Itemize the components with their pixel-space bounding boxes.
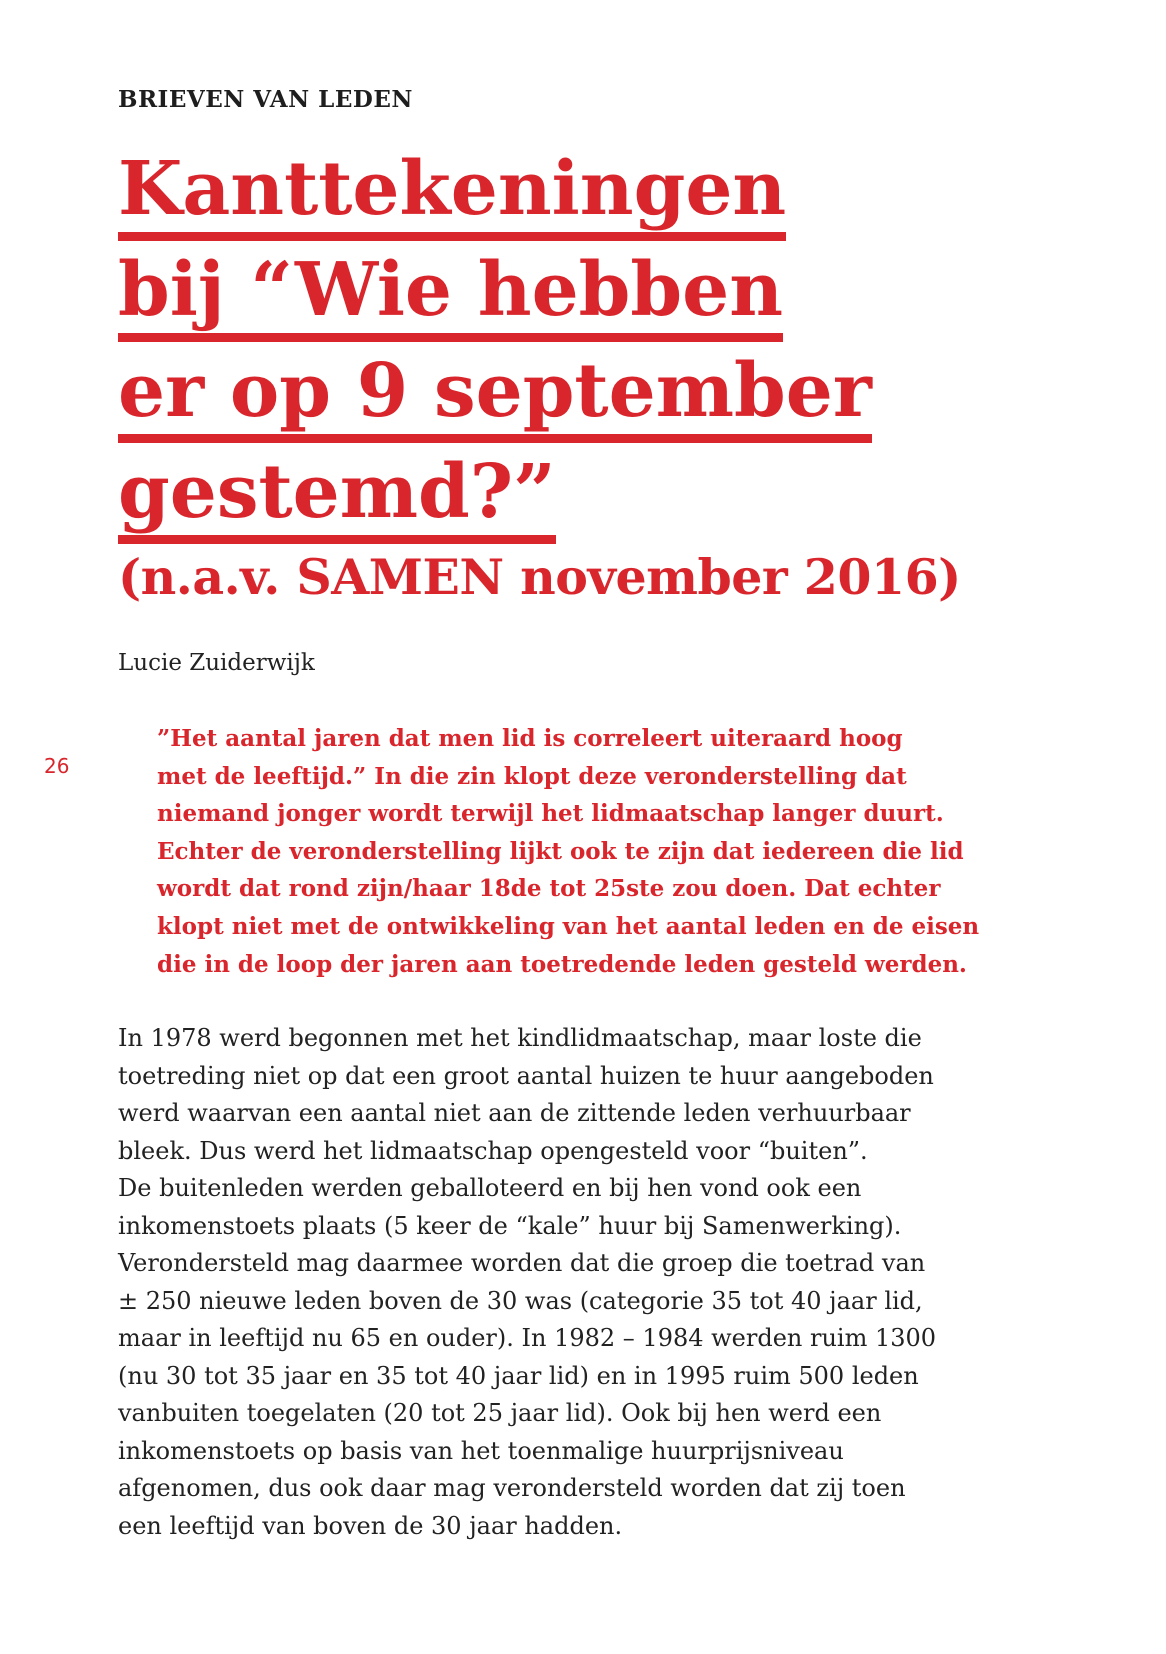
page-number: 26 <box>44 754 70 778</box>
body-line: inkomenstoets op basis van het toenmalige huurprijsniveau <box>118 1436 844 1465</box>
body-line: toetreding niet op dat een groot aantal huizen te huur aangeboden <box>118 1061 934 1090</box>
body-line: De buitenleden werden geballoteerd en bij hen vond ook een <box>118 1174 862 1202</box>
intro-line: Echter de veronderstelling lijkt ook te zijn dat iedereen die lid <box>157 837 964 865</box>
intro-line: met de leeftijd.” In die zin klopt deze veronderstelling dat <box>157 762 907 790</box>
body-line: (nu 30 tot 35 jaar en 35 tot 40 jaar lid) en in 1995 ruim 500 leden <box>118 1361 919 1390</box>
intro-line: klopt niet met de ontwikkeling van het aantal leden en de eisen <box>157 912 980 940</box>
body-paragraph <box>118 1020 1018 1545</box>
title-line: bij “Wie hebben <box>118 249 783 342</box>
article-subtitle: (n.a.v. SAMEN november 2016) <box>118 548 961 606</box>
body-line: een leeftijd van boven de 30 jaar hadden. <box>118 1511 623 1540</box>
body-line: afgenomen, dus ook daar mag verondersteld worden dat zij toen <box>118 1474 906 1502</box>
title-line: gestemd?” <box>118 451 556 544</box>
body-line: In 1978 werd begonnen met het kindlidmaatschap, maar loste die <box>118 1024 922 1052</box>
intro-line: die in de loop der jaren aan toetredende leden gesteld werden. <box>157 950 967 978</box>
intro-paragraph <box>157 720 1017 983</box>
intro-line: ”Het aantal jaren dat men lid is correleert uiteraard hoog <box>157 725 903 752</box>
body-line: Verondersteld mag daarmee worden dat die groep die toetrad van <box>118 1249 926 1277</box>
body-line: maar in leeftijd nu 65 en ouder). In 1982 – 1984 werden ruim 1300 <box>118 1324 937 1352</box>
body-line: bleek. Dus werd het lidmaatschap opengesteld voor “buiten”. <box>118 1136 868 1165</box>
intro-line: niemand jonger wordt terwijl het lidmaatschap langer duurt. <box>157 800 944 828</box>
body-line: inkomenstoets plaats (5 keer de “kale” huur bij Samenwerking). <box>118 1211 902 1240</box>
body-line: werd waarvan een aantal niet aan de zittende leden verhuurbaar <box>118 1099 911 1127</box>
body-line: ± 250 nieuwe leden boven de 30 was (categorie 35 tot 40 jaar lid, <box>118 1286 923 1315</box>
article-title <box>118 140 1018 544</box>
intro-line: wordt dat rond zijn/haar 18de tot 25ste zou doen. Dat echter <box>157 875 941 903</box>
section-label: BRIEVEN VAN LEDEN <box>118 86 413 113</box>
body-line: vanbuiten toegelaten (20 tot 25 jaar lid). Ook bij hen werd een <box>118 1399 882 1427</box>
author-name: Lucie Zuiderwijk <box>118 650 315 676</box>
title-line: Kanttekeningen <box>118 148 786 241</box>
title-line: er op 9 september <box>118 350 872 443</box>
